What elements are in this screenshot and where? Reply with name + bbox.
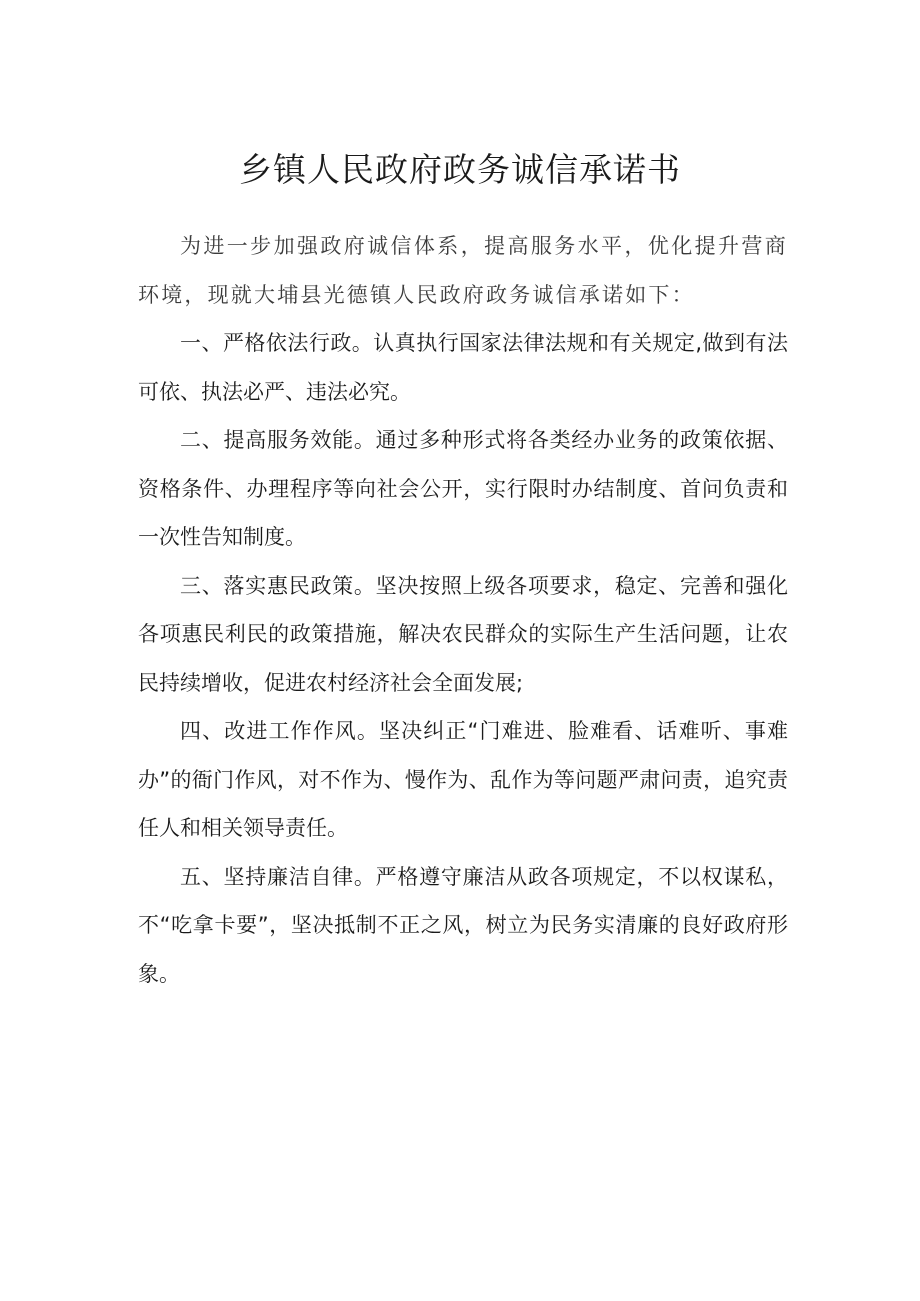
document-title: 乡镇人民政府政务诚信承诺书 xyxy=(239,150,681,189)
document-body xyxy=(138,222,788,998)
commitment-item-1: 一、严格依法行政。认真执行国家法律法规和有关规定,做到有法可依、执法必严、违法必究。 xyxy=(138,331,788,404)
commitment-item-5: 五、坚持廉洁自律。严格遵守廉洁从政各项规定，不以权谋私，不“吃拿卡要”，坚决抵制不正之风，树立为民务实清廉的良好政府形象。 xyxy=(138,864,788,986)
commitment-item-3: 三、落实惠民政策。坚决按照上级各项要求，稳定、完善和强化各项惠民利民的政策措施，解决农民群众的实际生产生活问题，让农民持续增收，促进农村经济社会全面发展; xyxy=(138,573,788,695)
intro-paragraph: 为进一步加强政府诚信体系，提高服务水平，优化提升营商环境，现就大埔县光德镇人民政府政务诚信承诺如下： xyxy=(138,234,788,307)
commitment-item-2: 二、提高服务效能。通过多种形式将各类经办业务的政策依据、资格条件、办理程序等向社会公开，实行限时办结制度、首问负责和一次性告知制度。 xyxy=(138,428,788,549)
commitment-item-4: 四、改进工作作风。坚决纠正“门难进、脸难看、话难听、事难办”的衙门作风，对不作为、慢作为、乱作为等问题严肃问责，追究责任人和相关领导责任。 xyxy=(138,719,788,840)
